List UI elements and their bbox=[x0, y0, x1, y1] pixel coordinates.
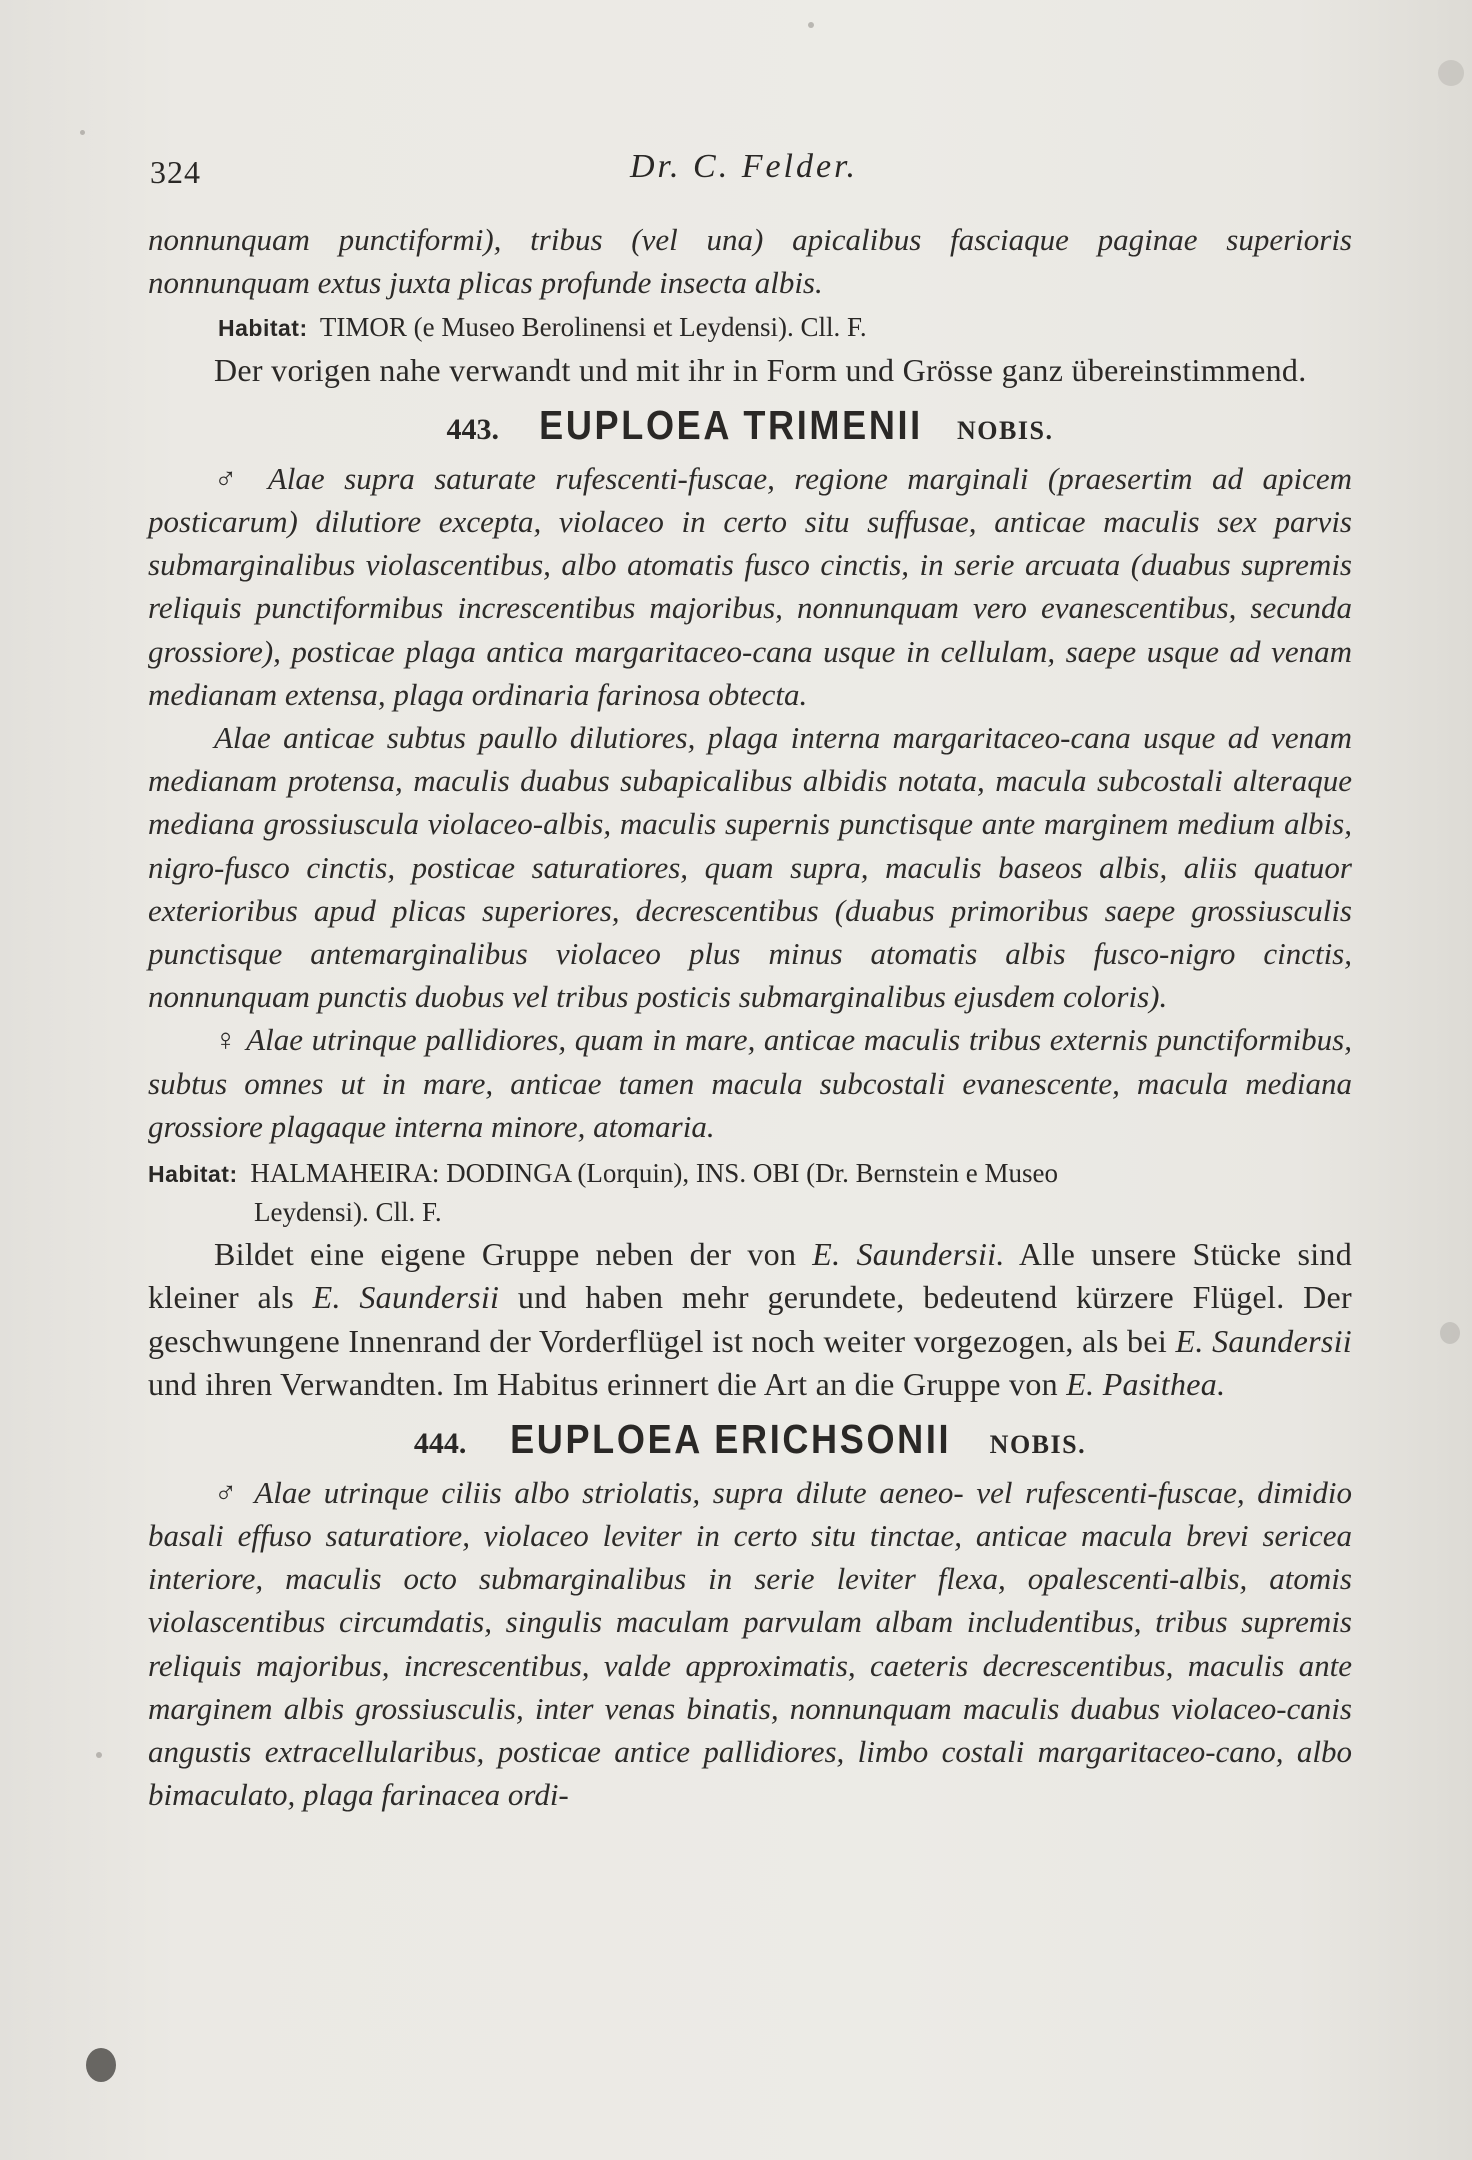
female-description-text: Alae utrinque pallidiores, quam in mare, anticae maculis tribus externis punctiformibus, subtus omnes ut in mare, anticae tamen macula subcostali evanescente, macula mediana grossiore plagaque interna minore, atomaria. bbox=[148, 1022, 1352, 1144]
latin-paragraph: nonnunquam punctiformi), tribus (vel una) apicalibus fasciaque paginae superioris nonnunquam extus juxta plicas profunde insecta albis. bbox=[148, 222, 1352, 301]
species-author: NOBIS. bbox=[989, 1429, 1087, 1459]
paper-speck bbox=[1440, 1322, 1460, 1344]
male-description-text: Alae utrinque ciliis albo striolatis, supra dilute aeneo- vel rufescenti-fuscae, dimidio basali effuso saturatiore, violaceo leviter in certo situ tinctae, anticae macula brevi sericea interiore, maculis octo submarginalibus in serie leviter flexa, opalescenti-albis, atomis violascentibus circumdatis, singulis maculam parvulam albam includentibus, tribus supremis reliquis majoribus, increscentibus, valde approximatis, caeteris decrescentibus, maculis ante marginem albis grossiusculis, inter venas binatis, nonnunquam maculis duabus violaceo-canis angustis extracellularibus, posticae antice pallidiores, limbo costali margaritaceo-cano, albo bimaculato, plaga farinacea ordi- bbox=[148, 1474, 1353, 1813]
species-heading-443 bbox=[148, 399, 1352, 451]
male-description bbox=[148, 457, 1352, 716]
german-paragraph bbox=[148, 1233, 1352, 1407]
german-text: Bildet eine eigene Gruppe neben der von bbox=[214, 1236, 813, 1273]
german-text: Alle unsere Stücke sind kleiner als bbox=[148, 1236, 1352, 1316]
page-header bbox=[150, 148, 1350, 192]
paper-speck bbox=[96, 1752, 102, 1758]
habitat-line bbox=[148, 1154, 1352, 1231]
species-reference: E. Saundersii bbox=[1175, 1322, 1352, 1359]
german-text: und ihren Verwandten. Im Habitus erinnert die Art an die Gruppe von bbox=[148, 1366, 1067, 1403]
habitat-text-continued: Leydensi). Cll. F. bbox=[254, 1197, 442, 1228]
underside-description: Alae anticae subtus paullo dilutiores, plaga interna margaritaceo-cana usque ad venam medianam protensa, maculis duabus subapicalibus albidis notata, macula subcostali alteraque mediana grossiuscula violaceo-albis, maculis supernis punctisque ante marginem medium albis, nigro-fusco cinctis, posticae saturatiores, quam supra, maculis baseos albis, aliis quatuor exterioribus apud plicas superiores, decrescentibus (duabus primoribus saepe grossiusculis punctisque antemarginalibus violaceo plus minus atomatis albis fusco-nigro cinctis, nonnunquam punctis duobus vel tribus posticis submarginalibus ejusdem coloris). bbox=[148, 720, 1352, 1015]
female-description bbox=[148, 1018, 1352, 1148]
page-content bbox=[148, 218, 1352, 1816]
female-symbol: ♀ bbox=[214, 1022, 239, 1058]
species-name: EUPLOEA ERICHSONII bbox=[510, 1415, 952, 1462]
species-reference: E. Saundersii. bbox=[812, 1236, 1005, 1273]
german-text: und haben mehr gerundete, bedeutend kürzere Flügel. Der geschwungene Innenrand der Vorderflügel ist noch weiter vorgezogen, als bei bbox=[148, 1279, 1352, 1359]
paper-speck bbox=[808, 22, 814, 28]
german-paragraph: Der vorigen nahe verwandt und mit ihr in Form und Grösse ganz übereinstimmend. bbox=[214, 352, 1307, 389]
species-name: EUPLOEA TRIMENII bbox=[539, 401, 923, 448]
paper-speck bbox=[86, 2048, 116, 2082]
running-title: Dr. C. Felder. bbox=[630, 148, 859, 185]
habitat-text: HALMAHEIRA: DODINGA (Lorquin), INS. OBI (Dr. Bernstein e Museo bbox=[250, 1158, 1059, 1189]
habitat-text: TIMOR (e Museo Berolinensi et Leydensi). Cll. F. bbox=[319, 312, 867, 343]
species-number: 443. bbox=[446, 412, 500, 446]
species-reference: E. Saundersii bbox=[312, 1279, 500, 1316]
page-number: 324 bbox=[150, 154, 201, 190]
habitat-label: Habitat: bbox=[148, 1161, 238, 1188]
species-heading-444 bbox=[148, 1413, 1352, 1465]
male-symbol: ♂ bbox=[214, 460, 249, 496]
habitat-line bbox=[148, 308, 1352, 347]
habitat-label: Habitat: bbox=[218, 315, 308, 342]
species-reference: E. Pasithea. bbox=[1066, 1366, 1226, 1403]
paper-speck bbox=[80, 130, 85, 135]
male-symbol: ♂ bbox=[214, 1474, 243, 1510]
paper-speck bbox=[1438, 60, 1464, 86]
male-description-text: Alae supra saturate rufescenti-fuscae, regione marginali (praesertim ad apicem posticarum) dilutiore excepta, violaceo in certo situ suffusae, anticae maculis sex parvis submarginalibus violascentibus, albo atomatis fusco cinctis, in serie arcuata (duabus supremis reliquis punctiformibus increscentibus majoribus, nonnunquam vero evanescentibus, secunda grossiore), posticae plaga antica margaritaceo-cana usque in cellulam, saepe usque ad venam medianam extensa, plaga ordinaria farinosa obtecta. bbox=[148, 460, 1352, 712]
species-number: 444. bbox=[413, 1426, 467, 1460]
male-description bbox=[148, 1471, 1352, 1817]
species-author: NOBIS. bbox=[957, 415, 1054, 445]
